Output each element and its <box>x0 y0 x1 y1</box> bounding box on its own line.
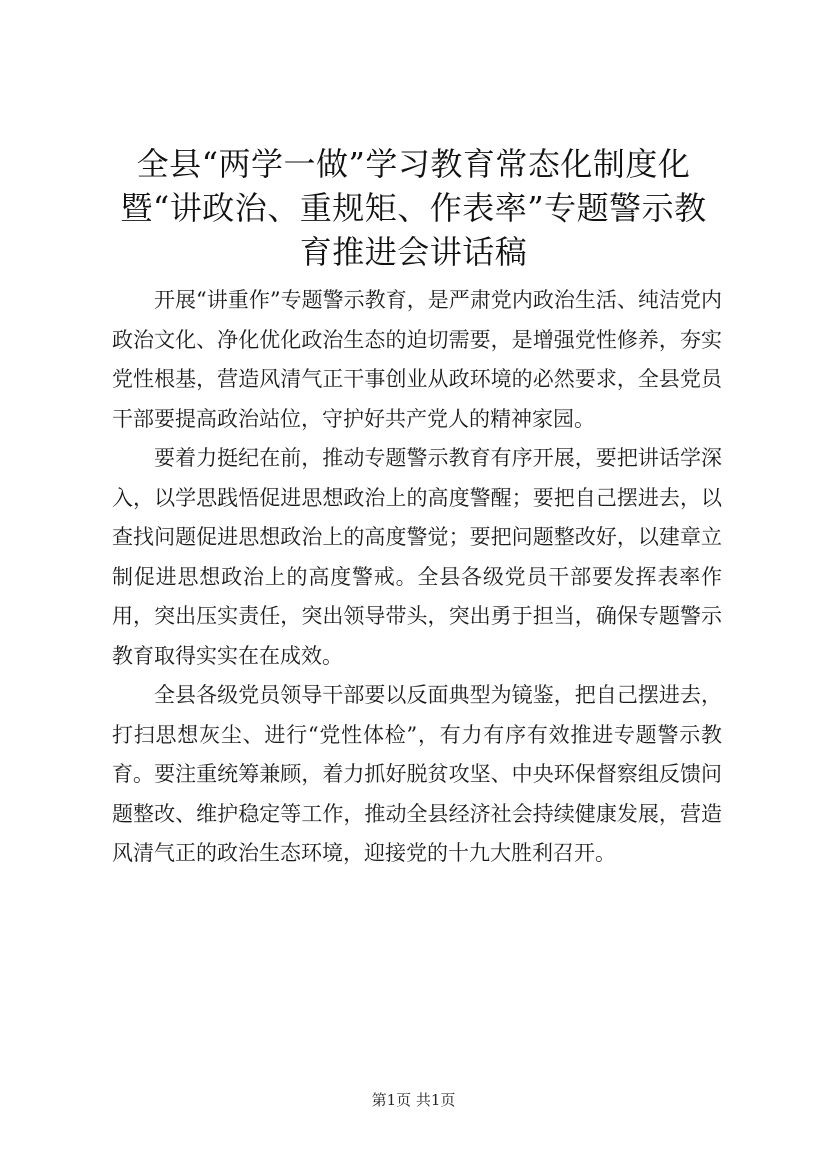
paragraph-1: 开展“讲重作”专题警示教育，是严肃党内政治生活、纯洁党内政治文化、净化优化政治生态的迫切需要，是增强党性修养，夯实党性根基，营造风清气正干事创业从政环境的必然要求，全县党员干部要提高政治站位，守护好共产党人的精神家园。 <box>112 288 722 431</box>
paragraph-2: 要着力挺纪在前，推动专题警示教育有序开展，要把讲话学深入，以学思践悟促进思想政治上的高度警醒；要把自己摆进去，以查找问题促进思想政治上的高度警觉；要把问题整改好，以建章立制促进思想政治上的高度警戒。全县各级党员干部要发挥表率作用，突出压实责任，突出领导带头，突出勇于担当，确保专题警示教育取得实实在在成效。 <box>112 446 722 668</box>
document-body <box>112 281 722 874</box>
document-title: 全县“两学一做”学习教育常态化制度化暨“讲政治、重规矩、作表率”专题警示教育推进会讲话稿 <box>120 145 707 271</box>
page-footer: 第1页 共1页 <box>371 1091 456 1109</box>
paragraph-3: 全县各级党员领导干部要以反面典型为镜鉴，把自己摆进去，打扫思想灰尘、进行“党性体检”，有力有序有效推进专题警示教育。要注重统筹兼顾，着力抓好脱贫攻坚、中央环保督察组反馈问题整改、维护稳定等工作，推动全县经济社会持续健康发展，营造风清气正的政治生态环境，迎接党的十九大胜利召开。 <box>112 683 722 865</box>
